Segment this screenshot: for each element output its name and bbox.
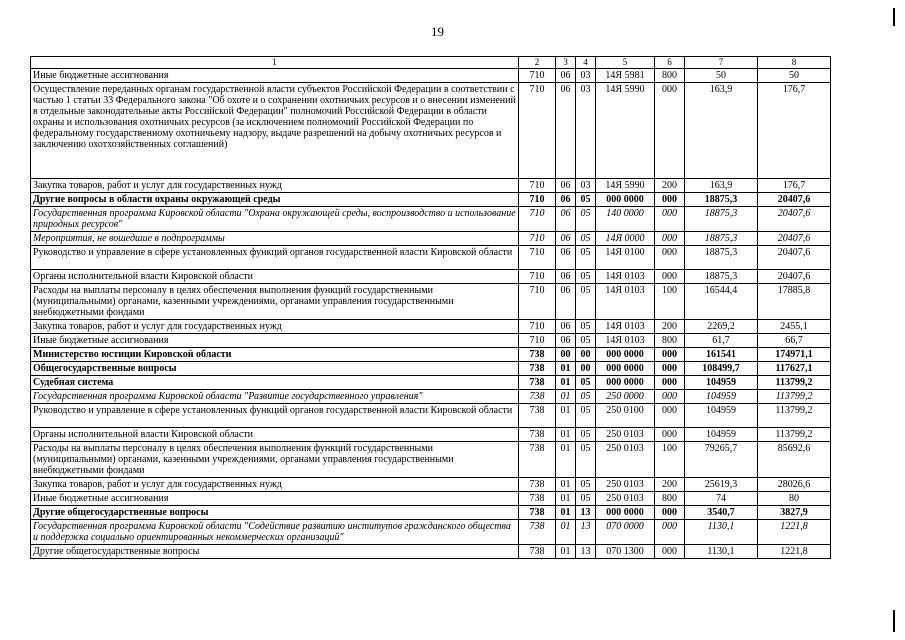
section-code: 01 [556, 520, 576, 545]
expense-type-code: 000 [655, 390, 685, 404]
subsection-code: 05 [576, 246, 596, 270]
amount-year-2: 20407,6 [758, 232, 831, 246]
amount-year-2: 28026,6 [758, 478, 831, 492]
amount-year-1: 25619,3 [685, 478, 758, 492]
section-code: 06 [556, 334, 576, 348]
amount-year-1: 161541 [685, 348, 758, 362]
row-name: Закупка товаров, работ и услуг для государственных нужд [31, 179, 519, 193]
subsection-code: 05 [576, 428, 596, 442]
amount-year-2: 3827,9 [758, 506, 831, 520]
admin-code: 710 [519, 320, 556, 334]
admin-code: 738 [519, 348, 556, 362]
scan-edge-mark [893, 8, 895, 26]
amount-year-2: 50 [758, 69, 831, 83]
subsection-code: 05 [576, 270, 596, 284]
row-name: Мероприятия, не вошедшие в подпрограммы [31, 232, 519, 246]
table-row [31, 348, 831, 362]
subsection-code: 03 [576, 179, 596, 193]
amount-year-1: 104959 [685, 404, 758, 428]
subsection-code: 00 [576, 362, 596, 376]
amount-year-2: 20407,6 [758, 193, 831, 207]
column-number: 7 [685, 57, 758, 69]
target-article-code: 14Я 0103 [596, 284, 655, 320]
expense-type-code: 800 [655, 334, 685, 348]
section-code: 06 [556, 232, 576, 246]
row-name: Руководство и управление в сфере установленных функций органов государственной власти Кировской области [31, 404, 519, 428]
column-number: 6 [655, 57, 685, 69]
section-code: 01 [556, 478, 576, 492]
amount-year-2: 85692,6 [758, 442, 831, 478]
amount-year-1: 18875,3 [685, 270, 758, 284]
table-row [31, 545, 831, 559]
row-name: Руководство и управление в сфере установленных функций органов государственной власти Кировской области [31, 246, 519, 270]
table-row [31, 69, 831, 83]
target-article-code: 000 0000 [596, 506, 655, 520]
target-article-code: 250 0100 [596, 404, 655, 428]
amount-year-2: 20407,6 [758, 207, 831, 232]
target-article-code: 000 0000 [596, 376, 655, 390]
table-row [31, 207, 831, 232]
table-row [31, 506, 831, 520]
admin-code: 738 [519, 390, 556, 404]
row-name: Иные бюджетные ассигнования [31, 492, 519, 506]
amount-year-1: 18875,3 [685, 232, 758, 246]
section-code: 01 [556, 376, 576, 390]
table-row [31, 478, 831, 492]
admin-code: 710 [519, 270, 556, 284]
section-code: 06 [556, 320, 576, 334]
section-code: 01 [556, 545, 576, 559]
expense-type-code: 000 [655, 362, 685, 376]
table-row [31, 390, 831, 404]
section-code: 06 [556, 270, 576, 284]
target-article-code: 000 0000 [596, 362, 655, 376]
subsection-code: 03 [576, 69, 596, 83]
row-name: Судебная система [31, 376, 519, 390]
subsection-code: 05 [576, 232, 596, 246]
expense-type-code: 000 [655, 404, 685, 428]
budget-table [30, 56, 831, 559]
table-row [31, 404, 831, 428]
amount-year-1: 79265,7 [685, 442, 758, 478]
amount-year-1: 104959 [685, 390, 758, 404]
amount-year-1: 18875,3 [685, 193, 758, 207]
amount-year-1: 163,9 [685, 83, 758, 179]
section-code: 01 [556, 442, 576, 478]
subsection-code: 05 [576, 404, 596, 428]
amount-year-2: 1221,8 [758, 545, 831, 559]
target-article-code: 250 0103 [596, 492, 655, 506]
amount-year-1: 74 [685, 492, 758, 506]
row-name: Другие вопросы в области охраны окружающей среды [31, 193, 519, 207]
target-article-code: 250 0000 [596, 390, 655, 404]
table-row [31, 334, 831, 348]
admin-code: 738 [519, 478, 556, 492]
section-code: 01 [556, 492, 576, 506]
subsection-code: 05 [576, 284, 596, 320]
subsection-code: 05 [576, 320, 596, 334]
admin-code: 738 [519, 428, 556, 442]
amount-year-2: 113799,2 [758, 376, 831, 390]
target-article-code: 140 0000 [596, 207, 655, 232]
admin-code: 710 [519, 69, 556, 83]
amount-year-1: 61,7 [685, 334, 758, 348]
table-row [31, 270, 831, 284]
table-row [31, 83, 831, 179]
subsection-code: 03 [576, 83, 596, 179]
target-article-code: 14Я 5990 [596, 179, 655, 193]
section-code: 01 [556, 390, 576, 404]
row-name: Осуществление переданных органам государственной власти субъектов Российской Федерации в соответствии с частью 1 статьи 33 Федерального закона "Об охоте и о сохранении охотничьих ресурсов и о внесении изменений в отдельные законодательные акты Российской Федерации" полномочий Российской Федерации в области охраны и использования охотничьих ресурсов (за исключением полномочий Российской Федерации по федеральному государственному охотничьему надзору, выдаче разрешений на добычу охотничьих ресурсов и заключению охотхозяйственных соглашений) [31, 83, 519, 179]
row-name: Министерство юстиции Кировской области [31, 348, 519, 362]
column-number: 4 [576, 57, 596, 69]
column-number: 5 [596, 57, 655, 69]
target-article-code: 14Я 0000 [596, 232, 655, 246]
amount-year-2: 113799,2 [758, 390, 831, 404]
admin-code: 710 [519, 284, 556, 320]
table-row [31, 179, 831, 193]
target-article-code: 070 0000 [596, 520, 655, 545]
section-code: 06 [556, 207, 576, 232]
expense-type-code: 000 [655, 232, 685, 246]
subsection-code: 05 [576, 442, 596, 478]
table-row [31, 246, 831, 270]
row-name: Государственная программа Кировской области "Охрана окружающей среды, воспроизводство и использование природных ресурсов" [31, 207, 519, 232]
target-article-code: 14Я 5990 [596, 83, 655, 179]
row-name: Органы исполнительной власти Кировской области [31, 270, 519, 284]
row-name: Государственная программа Кировской области "Развитие государственного управления" [31, 390, 519, 404]
expense-type-code: 200 [655, 179, 685, 193]
target-article-code: 14Я 0103 [596, 270, 655, 284]
subsection-code: 05 [576, 492, 596, 506]
row-name: Общегосударственные вопросы [31, 362, 519, 376]
row-name: Расходы на выплаты персоналу в целях обеспечения выполнения функций государственными (муниципальными) органами, казенными учреждениями, органами управления государственными внебюджетными фондами [31, 284, 519, 320]
table-row [31, 193, 831, 207]
section-code: 00 [556, 348, 576, 362]
target-article-code: 14Я 0103 [596, 320, 655, 334]
target-article-code: 14Я 0100 [596, 246, 655, 270]
table-row [31, 520, 831, 545]
amount-year-2: 113799,2 [758, 428, 831, 442]
amount-year-2: 176,7 [758, 179, 831, 193]
section-code: 06 [556, 179, 576, 193]
subsection-code: 05 [576, 376, 596, 390]
admin-code: 738 [519, 404, 556, 428]
row-name: Другие общегосударственные вопросы [31, 545, 519, 559]
subsection-code: 05 [576, 193, 596, 207]
amount-year-1: 50 [685, 69, 758, 83]
section-code: 01 [556, 404, 576, 428]
expense-type-code: 200 [655, 320, 685, 334]
section-code: 06 [556, 284, 576, 320]
target-article-code: 14Я 5981 [596, 69, 655, 83]
admin-code: 710 [519, 246, 556, 270]
expense-type-code: 800 [655, 492, 685, 506]
expense-type-code: 100 [655, 442, 685, 478]
amount-year-1: 1130,1 [685, 545, 758, 559]
amount-year-2: 1221,8 [758, 520, 831, 545]
section-code: 06 [556, 83, 576, 179]
admin-code: 738 [519, 492, 556, 506]
expense-type-code: 000 [655, 193, 685, 207]
expense-type-code: 000 [655, 207, 685, 232]
amount-year-2: 176,7 [758, 83, 831, 179]
target-article-code: 000 0000 [596, 193, 655, 207]
amount-year-1: 1130,1 [685, 520, 758, 545]
admin-code: 710 [519, 193, 556, 207]
subsection-code: 13 [576, 545, 596, 559]
section-code: 01 [556, 506, 576, 520]
target-article-code: 250 0103 [596, 442, 655, 478]
target-article-code: 14Я 0103 [596, 334, 655, 348]
amount-year-1: 163,9 [685, 179, 758, 193]
table-row [31, 492, 831, 506]
amount-year-2: 117627,1 [758, 362, 831, 376]
amount-year-1: 18875,3 [685, 246, 758, 270]
expense-type-code: 000 [655, 83, 685, 179]
subsection-code: 05 [576, 334, 596, 348]
table-row [31, 284, 831, 320]
admin-code: 738 [519, 376, 556, 390]
section-code: 01 [556, 362, 576, 376]
expense-type-code: 000 [655, 520, 685, 545]
section-code: 06 [556, 69, 576, 83]
section-code: 06 [556, 246, 576, 270]
amount-year-1: 2269,2 [685, 320, 758, 334]
admin-code: 710 [519, 207, 556, 232]
target-article-code: 000 0000 [596, 348, 655, 362]
expense-type-code: 000 [655, 270, 685, 284]
target-article-code: 070 1300 [596, 545, 655, 559]
target-article-code: 250 0103 [596, 428, 655, 442]
amount-year-1: 104959 [685, 428, 758, 442]
amount-year-1: 16544,4 [685, 284, 758, 320]
column-number: 8 [758, 57, 831, 69]
amount-year-2: 80 [758, 492, 831, 506]
table-row [31, 442, 831, 478]
row-name: Иные бюджетные ассигнования [31, 69, 519, 83]
table-row [31, 428, 831, 442]
admin-code: 738 [519, 362, 556, 376]
amount-year-2: 66,7 [758, 334, 831, 348]
row-name: Органы исполнительной власти Кировской области [31, 428, 519, 442]
table-row [31, 376, 831, 390]
row-name: Иные бюджетные ассигнования [31, 334, 519, 348]
subsection-code: 00 [576, 348, 596, 362]
column-number: 1 [31, 57, 519, 69]
admin-code: 710 [519, 179, 556, 193]
expense-type-code: 000 [655, 428, 685, 442]
target-article-code: 250 0103 [596, 478, 655, 492]
row-name: Государственная программа Кировской области "Содействие развитию институтов гражданского общества и поддержка социально ориентированных некоммерческих организаций" [31, 520, 519, 545]
table-row [31, 362, 831, 376]
expense-type-code: 200 [655, 478, 685, 492]
admin-code: 710 [519, 83, 556, 179]
admin-code: 710 [519, 232, 556, 246]
amount-year-1: 18875,3 [685, 207, 758, 232]
amount-year-2: 17885,8 [758, 284, 831, 320]
subsection-code: 05 [576, 478, 596, 492]
expense-type-code: 000 [655, 506, 685, 520]
amount-year-2: 174971,1 [758, 348, 831, 362]
amount-year-2: 20407,6 [758, 270, 831, 284]
expense-type-code: 000 [655, 246, 685, 270]
page-number: 19 [431, 24, 444, 39]
subsection-code: 05 [576, 390, 596, 404]
column-number-row [31, 57, 831, 69]
subsection-code: 13 [576, 506, 596, 520]
subsection-code: 13 [576, 520, 596, 545]
amount-year-2: 2455,1 [758, 320, 831, 334]
amount-year-1: 3540,7 [685, 506, 758, 520]
expense-type-code: 100 [655, 284, 685, 320]
amount-year-1: 108499,7 [685, 362, 758, 376]
expense-type-code: 000 [655, 376, 685, 390]
column-number: 3 [556, 57, 576, 69]
row-name: Другие общегосударственные вопросы [31, 506, 519, 520]
expense-type-code: 000 [655, 545, 685, 559]
admin-code: 738 [519, 520, 556, 545]
admin-code: 738 [519, 442, 556, 478]
column-number: 2 [519, 57, 556, 69]
scan-edge-mark [893, 610, 895, 632]
expense-type-code: 000 [655, 348, 685, 362]
table-row [31, 232, 831, 246]
admin-code: 738 [519, 545, 556, 559]
subsection-code: 05 [576, 207, 596, 232]
section-code: 06 [556, 193, 576, 207]
row-name: Закупка товаров, работ и услуг для государственных нужд [31, 320, 519, 334]
amount-year-2: 20407,6 [758, 246, 831, 270]
amount-year-1: 104959 [685, 376, 758, 390]
table-row [31, 320, 831, 334]
section-code: 01 [556, 428, 576, 442]
expense-type-code: 800 [655, 69, 685, 83]
amount-year-2: 113799,2 [758, 404, 831, 428]
admin-code: 710 [519, 334, 556, 348]
row-name: Расходы на выплаты персоналу в целях обеспечения выполнения функций государственными (муниципальными) органами, казенными учреждениями, органами управления государственными внебюджетными фондами [31, 442, 519, 478]
admin-code: 738 [519, 506, 556, 520]
row-name: Закупка товаров, работ и услуг для государственных нужд [31, 478, 519, 492]
